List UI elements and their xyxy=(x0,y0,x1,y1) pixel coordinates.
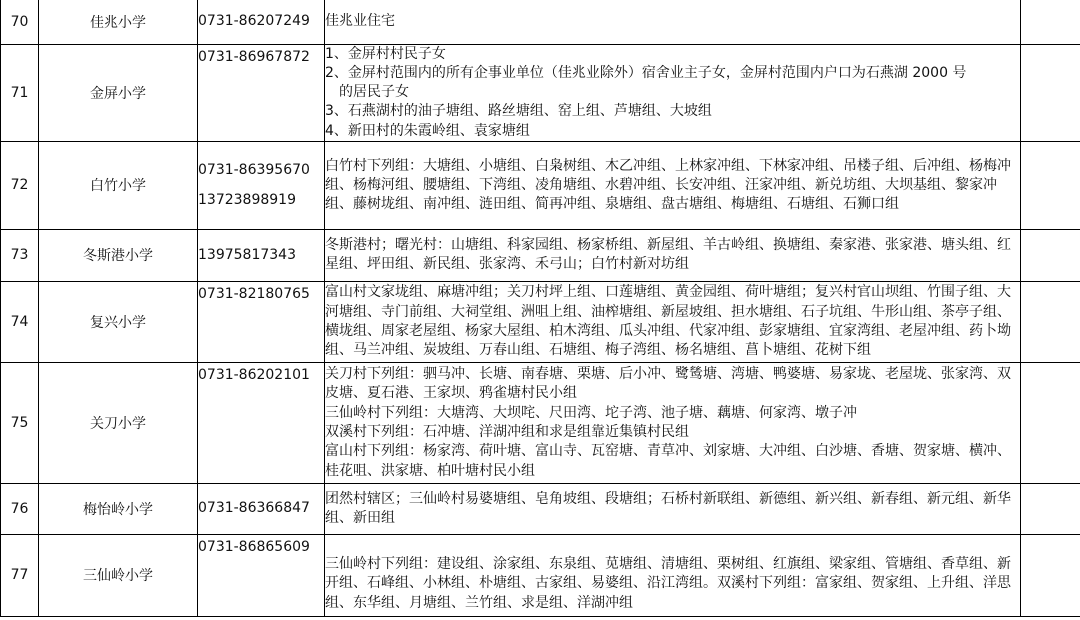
empty-cell xyxy=(1021,141,1080,229)
area-text: 富山村文家垅组、麻塘冲组；关刀村坪上组、口莲塘组、黄金园组、荷叶塘组；复兴村官山坝组、竹围子组、大河塘组、寺门前组、大祠堂组、洲咀上组、油榨塘组、新屋坡组、担水塘组、石子坑组、牛形山组、茶亭子组、横垅组、周家老屋组、杨家大屋组、柏木湾组、瓜头冲组、代家冲组、彭家塘组、宜家湾组、老屋冲组、药卜坳组、马兰冲组、炭坡组、万春山组、石塘组、梅子湾组、杨名塘组、菖卜塘组、花树下组 xyxy=(325,284,1011,359)
phone-number: 0731-82180765 xyxy=(198,281,325,362)
row-number: 73 xyxy=(1,229,39,281)
empty-cell xyxy=(1021,44,1080,141)
phone-number: 0731-86395670 xyxy=(198,161,310,178)
area-text: 2、金屏村范围内的所有企事业单位（佳兆业除外）宿舍业主子女，金屏村范围内户口为石燕湖 2000 号 xyxy=(325,64,967,81)
area-text: 的居民子女 xyxy=(339,84,409,101)
enrollment-area xyxy=(325,362,1021,483)
area-text: 4、新田村的朱霞岭组、袁家塘组 xyxy=(325,122,530,139)
empty-cell xyxy=(1021,281,1080,362)
table-row xyxy=(1,362,1080,483)
phone-number: 13723898919 xyxy=(198,191,296,208)
school-name: 关刀小学 xyxy=(39,362,198,483)
phone-number: 0731-86865609 xyxy=(198,534,325,616)
spacer xyxy=(198,181,324,190)
phone-number: 0731-86207249 xyxy=(198,0,325,44)
area-text: 富山村下列组：杨家湾、荷叶塘、富山寺、瓦窑塘、青草冲、刘家塘、大冲组、白沙塘、香塘、贺家塘、横冲、桂花咀、洪家塘、柏叶塘村民小组 xyxy=(325,443,1011,479)
school-name: 佳兆小学 xyxy=(39,0,198,44)
empty-cell xyxy=(1021,483,1080,534)
enrollment-area xyxy=(325,44,1021,141)
phone-number: 0731-86366847 xyxy=(198,483,325,534)
area-text: 冬斯港村；曙光村：山塘组、科家园组、杨家桥组、新屋组、羊古岭组、换塘组、秦家港、张家港、塘头组、红星组、坪田组、新民组、张家湾、禾弓山；白竹村新对坊组 xyxy=(325,237,1011,273)
phone-number: 0731-86202101 xyxy=(198,362,325,483)
row-number: 76 xyxy=(1,483,39,534)
area-text: 三仙岭村下列组：建设组、涂家组、东泉组、苋塘组、清塘组、栗树组、红旗组、梁家组、管塘组、香草组、新开组、石峰组、小林组、朴塘组、古家组、易婆组、沿江湾组。双溪村下列组：富家组、贺家组、上升组、洋思组、东华组、月塘组、兰竹组、求是组、洋湖冲组 xyxy=(325,556,1011,611)
enrollment-area xyxy=(325,229,1021,281)
area-text: 团然村辖区；三仙岭村易婆塘组、皂角坡组、段塘组；石桥村新联组、新德组、新兴组、新春组、新元组、新华组、新田组 xyxy=(325,490,1011,526)
area-text: 白竹村下列组：大塘组、小塘组、白枭树组、木乙冲组、上林家冲组、下林家冲组、吊楼子组、后冲组、杨梅冲组、杨梅河组、腰塘组、下湾组、凌角塘组、水碧冲组、长安冲组、汪家冲组、新兑坊组、大坝基组、黎家冲组、藤树垅组、南冲组、涟田组、简再冲组、泉塘组、盘古塘组、梅塘组、石塘组、石狮口组 xyxy=(325,157,1011,213)
area-text: 佳兆业住宅 xyxy=(325,13,395,30)
row-number: 75 xyxy=(1,362,39,483)
table-row xyxy=(1,534,1080,616)
row-number: 74 xyxy=(1,281,39,362)
school-name: 冬斯港小学 xyxy=(39,229,198,281)
table-row xyxy=(1,44,1080,141)
area-text: 3、石燕湖村的油子塘组、路丝塘组、窑上组、芦塘组、大坡组 xyxy=(325,103,712,120)
table-row xyxy=(1,483,1080,534)
table-row xyxy=(1,141,1080,229)
phone-cell xyxy=(198,141,325,229)
empty-cell xyxy=(1021,534,1080,616)
row-number: 72 xyxy=(1,141,39,229)
table-row xyxy=(1,229,1080,281)
empty-cell xyxy=(1021,0,1080,44)
enrollment-area xyxy=(325,483,1021,534)
area-text: 关刀村下列组：驷马冲、长塘、南春塘、栗塘、后小冲、鹭鸶塘、湾塘、鸭婆塘、易家垅、老屋垅、张家湾、双皮塘、夏石港、王家坝、鸦雀塘村民小组 xyxy=(325,366,1011,402)
school-name: 梅怡岭小学 xyxy=(39,483,198,534)
enrollment-area xyxy=(325,0,1021,44)
table-row xyxy=(1,281,1080,362)
area-text: 双溪村下列组：石冲塘、洋湖冲组和求是组靠近集镇村民组 xyxy=(325,423,689,440)
phone-number: 13975817343 xyxy=(198,229,325,281)
row-number: 70 xyxy=(1,0,39,44)
row-number: 77 xyxy=(1,534,39,616)
school-name: 金屏小学 xyxy=(39,44,198,141)
empty-cell xyxy=(1021,362,1080,483)
school-name: 复兴小学 xyxy=(39,281,198,362)
row-number: 71 xyxy=(1,44,39,141)
school-name: 白竹小学 xyxy=(39,141,198,229)
enrollment-area xyxy=(325,534,1021,616)
area-text: 三仙岭村下列组：大塘湾、大坝咤、尺田湾、坨子湾、池子塘、藕塘、何家湾、墩子冲 xyxy=(325,404,857,421)
table-row xyxy=(1,0,1080,44)
empty-cell xyxy=(1021,229,1080,281)
enrollment-area xyxy=(325,281,1021,362)
enrollment-area xyxy=(325,141,1021,229)
phone-number: 0731-86967872 xyxy=(198,44,325,141)
area-text: 1、金屏村村民子女 xyxy=(325,45,446,62)
school-name: 三仙岭小学 xyxy=(39,534,198,616)
